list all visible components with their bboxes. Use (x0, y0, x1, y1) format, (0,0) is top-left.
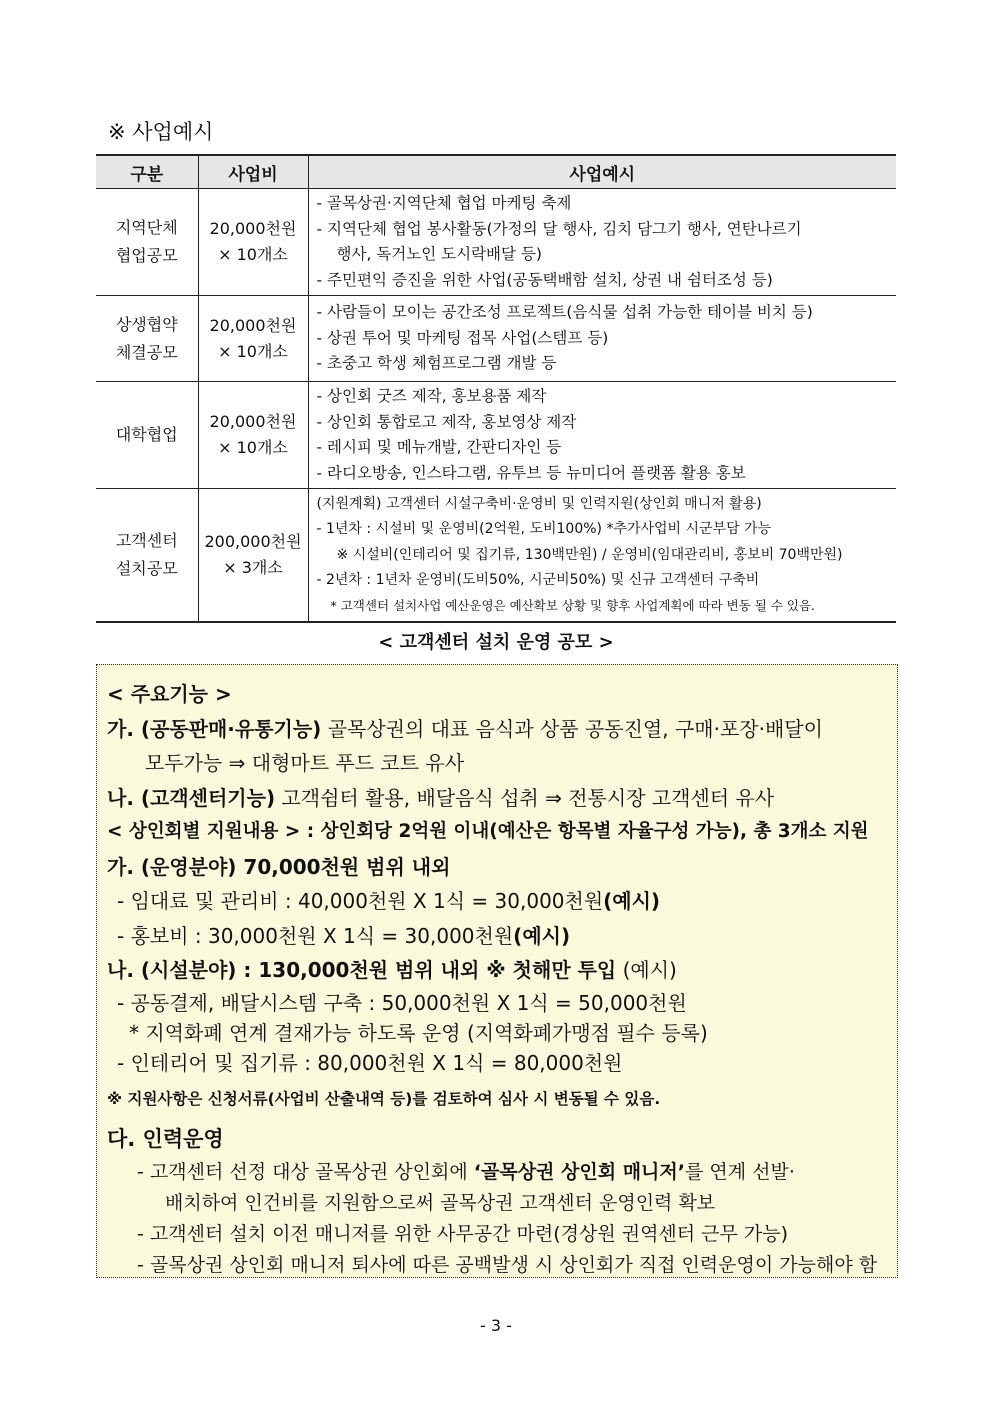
manager-highlight: ‘골목상권 상인회 매니저’ (473, 1160, 685, 1183)
category-line: 고객센터 (115, 530, 178, 550)
example-item: - 라디오방송, 인스타그램, 유투브 등 뉴미디어 플랫폼 활용 홍보 (316, 463, 746, 482)
notice: ※ 지원사항은 신청서류(사업비 산출내역 등)를 검토하여 심사 시 변동될 수 있음. (107, 1089, 661, 1108)
example-item: - 지역단체 협업 봉사활동(가정의 달 행사, 김치 담그기 행사, 연탄나르기 (316, 219, 802, 238)
ops-title: 가. (운영분야) 70,000천원 범위 내외 (107, 854, 451, 879)
staff-item (107, 1157, 887, 1188)
example-tag: (예시) (513, 923, 571, 948)
example-tag: (예시) (616, 958, 677, 982)
example-item: ※ 시설비(인테리어 및 집기류, 130백만원) / 운영비(임대관리비, 홍보비 70백만원) (336, 546, 843, 563)
support-title: < 상인회별 지원내용 > : 상인회당 2억원 이내(예산은 항목별 자율구성 가능), 총 3개소 지원 (107, 821, 869, 842)
category-cell (96, 189, 198, 296)
ops-item-text: - 임대료 및 관리비 : 40,000천원 X 1식 = 30,000천원 (117, 889, 604, 913)
cost-cell (198, 489, 308, 622)
example-item: - 사람들이 모이는 공간조성 프로젝트(음식물 섭취 가능한 테이블 비치 등) (316, 303, 813, 322)
category-cell (96, 382, 198, 489)
examples-cell (308, 489, 896, 622)
facility-title: 나. (시설분야) : 130,000천원 범위 내외 ※ 첫해만 투입 (107, 958, 617, 982)
staff-item: - 고객센터 설치 이전 매니저를 위한 사무공간 마련(경상원 권역센터 근무 가능) (137, 1222, 789, 1245)
cost-count: × 10개소 (218, 341, 288, 361)
facility-note: * 지역화폐 연계 결재가능 하도록 운영 (지역화폐가맹점 필수 등록) (129, 1020, 708, 1045)
examples-cell (308, 189, 896, 296)
staff-title: 다. 인력운영 (107, 1127, 224, 1151)
staff-item: - 골목상권 상인회 매니저 퇴사에 따른 공백발생 시 상인회가 직접 인력운영이 가능해야 함 (137, 1253, 878, 1276)
main-functions-title: < 주요기능 > (107, 682, 232, 706)
cost-amount: 20,000천원 (209, 412, 297, 431)
facility-item: - 공동결제, 배달시스템 구축 : 50,000천원 X 1식 = 50,000천원 (117, 990, 687, 1015)
category-line: 체결공모 (115, 342, 178, 362)
table-header-row (96, 155, 896, 189)
example-tag: (예시) (603, 889, 661, 913)
table-row (96, 382, 896, 489)
example-item: - 상인회 통합로고 제작, 홍보영상 제작 (316, 412, 577, 431)
cost-amount: 20,000천원 (209, 315, 297, 335)
function-item (107, 781, 887, 816)
example-item: - 2년차 : 1년차 운영비(도비50%, 시군비50%) 및 신규 고객센터 구축비 (316, 572, 760, 589)
function-label: 가. (공동판매·유통기능) (107, 716, 322, 741)
category-line: 협업공모 (115, 246, 178, 265)
function-item (107, 712, 887, 747)
table-row (96, 296, 896, 382)
example-item: - 골목상권·지역단체 협업 마케팅 축제 (316, 194, 572, 212)
category-cell (96, 296, 198, 382)
facility-item: - 인테리어 및 집기류 : 80,000천원 X 1식 = 80,000천원 (117, 1050, 623, 1075)
cost-count: × 10개소 (218, 245, 288, 264)
cost-cell (198, 382, 308, 489)
col-header-cost: 사업비 (198, 155, 308, 189)
examples-cell (308, 382, 896, 489)
col-header-examples: 사업예시 (308, 155, 896, 189)
example-item: - 초중고 학생 체험프로그램 개발 등 (316, 354, 557, 373)
info-box (96, 664, 898, 1278)
example-item: - 상권 투어 및 마케팅 접목 사업(스템프 등) (316, 328, 609, 347)
function-text: 골목상권의 대표 음식과 상품 공동진열, 구매·포장·배달이 (327, 716, 823, 741)
staff-text: 를 연계 선발· (684, 1160, 795, 1183)
business-example-table (96, 154, 896, 623)
example-item: - 상인회 굿즈 제작, 홍보용품 제작 (316, 387, 547, 405)
ops-item (107, 884, 887, 919)
category-line: 설치공모 (115, 558, 178, 578)
function-text: 고객쉼터 활용, 배달음식 섭취 ⇒ 전통시장 고객센터 유사 (281, 785, 775, 810)
example-item: - 주민편익 증진을 위한 사업(공동택배함 설치, 상권 내 쉼터조성 등) (316, 270, 773, 289)
function-item-cont: 모두가능 ⇒ 대형마트 푸드 코트 유사 (145, 751, 465, 775)
examples-cell (308, 296, 896, 382)
cost-count: × 10개소 (218, 438, 288, 457)
col-header-category: 구분 (96, 155, 198, 189)
example-footnote: * 고객센터 설치사업 예산운영은 예산확보 상황 및 향후 사업계획에 따라 변동 될 수 있음. (330, 597, 816, 613)
facility-title-line (107, 953, 887, 988)
example-item: (지원계획) 고객센터 시설구축비·운영비 및 인력지원(상인회 매니저 활용) (316, 495, 762, 512)
cost-cell (198, 189, 308, 296)
example-item: 행사, 독거노인 도시락배달 등) (336, 245, 542, 263)
cost-amount: 200,000천원 (204, 531, 302, 551)
example-item: - 레시피 및 메뉴개발, 간판디자인 등 (316, 438, 562, 456)
ops-item (107, 919, 887, 954)
cost-amount: 20,000천원 (209, 219, 297, 238)
staff-item-cont: 배치하여 인건비를 지원함으로써 골목상권 고객센터 운영인력 확보 (165, 1191, 716, 1214)
cost-count: × 3개소 (223, 557, 283, 577)
staff-text: - 고객센터 선정 대상 골목상권 상인회에 (137, 1160, 474, 1183)
function-label: 나. (고객센터기능) (107, 785, 276, 810)
category-line: 상생협약 (115, 314, 178, 334)
cost-cell (198, 296, 308, 382)
section-title: < 고객센터 설치 운영 공모 > (378, 632, 614, 653)
section-heading: ※ 사업예시 (108, 120, 214, 144)
category-line: 지역단체 (115, 218, 178, 237)
category-line: 대학협업 (115, 425, 178, 444)
example-item: - 1년차 : 시설비 및 운영비(2억원, 도비100%) *추가사업비 시군부담 가능 (316, 521, 772, 538)
category-cell (96, 489, 198, 622)
ops-item-text: - 홍보비 : 30,000천원 X 1식 = 30,000천원 (117, 923, 514, 948)
page-number: - 3 - (480, 1316, 512, 1335)
table-row (96, 489, 896, 622)
table-row (96, 189, 896, 296)
